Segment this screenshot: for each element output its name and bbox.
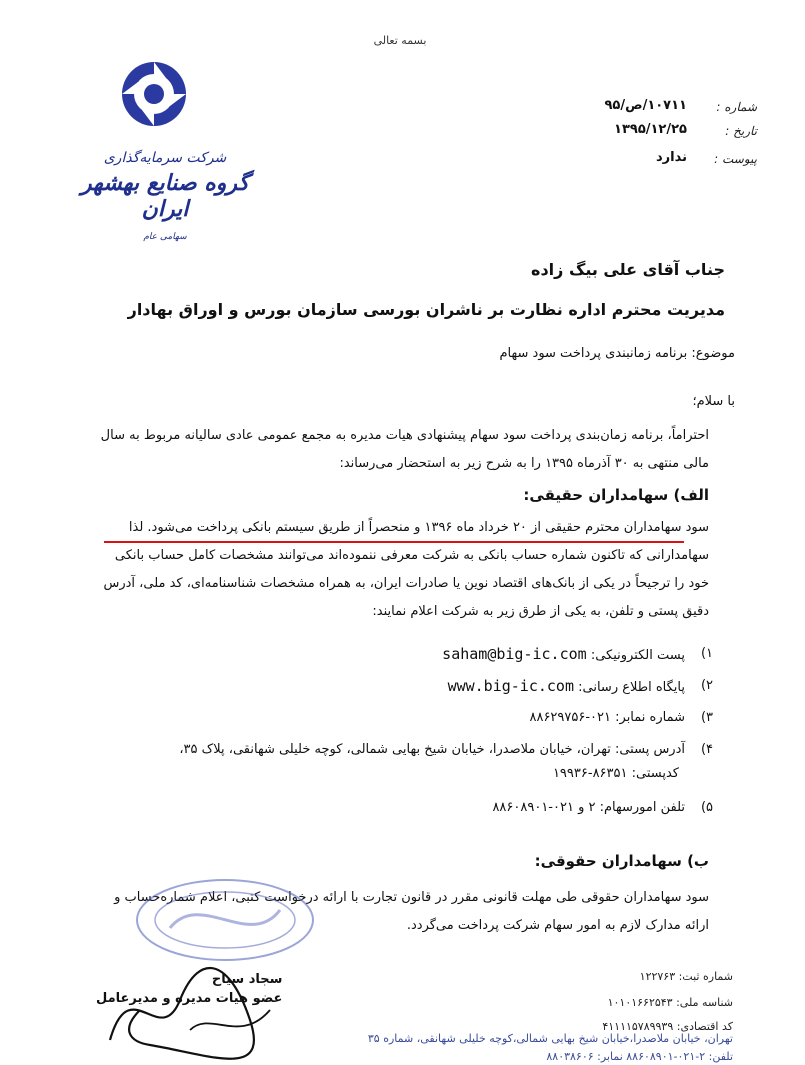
letter-attachment-row — [527, 150, 757, 174]
attachment-value: ندارد — [655, 150, 687, 165]
footer-registration: شماره ثبت: ۱۲۲۷۶۳ — [639, 970, 733, 983]
company-line3: سهامی عام — [143, 232, 187, 242]
contact-item-1 — [73, 642, 713, 668]
addressee-name: جناب آقای علی بیگ زاده — [531, 260, 725, 279]
date-value: ۱۳۹۵/۱۲/۲۵ — [614, 122, 687, 137]
footer-national-id: شناسه ملی: ۱۰۱۰۱۶۶۲۵۴۳ — [607, 996, 733, 1009]
number-value: ۱۰۷۱۱/ص/۹۵ — [604, 98, 687, 113]
signer-name: سجاد سیاح — [211, 972, 283, 987]
footer-phones: تلفن: ۲-۰۲۱-۸۸۶۰۸۹۰۱ نمابر: ۸۸۰۳۸۶۰۶ — [546, 1050, 733, 1063]
section-b-heading: ب) سهامداران حقوقی: — [534, 852, 709, 870]
contact-item-4 — [73, 738, 713, 790]
contact-label: پست الکترونیکی: — [590, 648, 685, 663]
number-label: شماره : — [716, 100, 757, 114]
footer-address: تهران، خیابان ملاصدرا،خیابان شیخ بهایی شمالی،کوچه خلیلی شهانقی، شماره ۳۵ — [367, 1032, 733, 1045]
subject-line: موضوع: برنامه زمانبندی پرداخت سود سهام — [499, 346, 735, 361]
section-b-body: سود سهامداران حقوقی طی مهلت قانونی مقرر در قانون تجارت با ارائه درخواست کتبی، اعلام شماره‌حساب و ارائه مدارک لازم به امور سهام شرکت پرداخت می‌گردد. — [114, 890, 709, 933]
company-line1: شرکت سرمایه‌گذاری — [103, 150, 227, 166]
email-link[interactable]: saham@big-ic.com — [442, 645, 587, 663]
footer-economic-code: کد اقتصادی: ۴۱۱۱۱۵۷۸۹۹۳۹ — [602, 1020, 733, 1033]
contact-label: پایگاه اطلاع رسانی: — [578, 680, 685, 695]
greeting: با سلام؛ — [692, 394, 735, 409]
postal-code: کدپستی: ۸۶۳۵۱-۱۹۹۳۶ — [552, 766, 679, 781]
intro-paragraph: احتراماً، برنامه زمان‌بندی پرداخت سود سهام پیشنهادی هیات مدیره به مجمع عمومی عادی سالیانه مربوط به سال مالی منتهی به ۳۰ آذرماه ۱۳۹۵ را به شرح زیر به استحضار می‌رساند: — [100, 428, 709, 471]
letter-number-row — [527, 98, 757, 122]
attachment-label: پیوست : — [714, 152, 757, 166]
contact-num: ۵) — [700, 800, 713, 815]
contact-label: شماره نمابر: — [615, 710, 685, 725]
red-underline — [104, 541, 684, 543]
date-label: تاریخ : — [725, 124, 757, 138]
website-link[interactable]: www.big-ic.com — [447, 677, 574, 695]
contact-num: ۲) — [700, 678, 713, 693]
company-name-block — [70, 150, 260, 242]
section-a-heading: الف) سهامداران حقیقی: — [523, 486, 709, 504]
contact-num: ۴) — [700, 742, 713, 757]
signer-position: عضو هیات مدیره و مدیرعامل — [96, 991, 283, 1006]
contact-item-3 — [73, 706, 713, 732]
contact-label: تلفن امورسهام: ۲ و ۰۲۱-۸۸۶۰۸۹۰۱ — [492, 800, 685, 815]
company-logo — [118, 58, 190, 130]
fax-value: ۰۲۱-۸۸۶۲۹۷۵۶ — [529, 710, 611, 725]
section-a-body: سود سهامداران محترم حقیقی از ۲۰ خرداد ماه ۱۳۹۶ و منحصراً از طریق سیستم بانکی پرداخت می‌شود. لذا سهامدارانی که تاکنون شماره حساب بانکی به شرکت معرفی ننموده‌اند می‌توانند مشخصات کامل حساب بانکی خود را ترجیحاً در یکی از بانک‌های اقتصاد نوین یا صادرات ایران، به همراه مشخصات شناسنامه‌ای، کد ملی، آدرس دقیق پستی و تلفن، به یکی از طرق زیر به شرکت اعلام نمایند: — [103, 520, 709, 619]
contact-num: ۱) — [700, 646, 713, 661]
signer-block — [96, 972, 282, 1010]
contact-label: آدرس پستی: تهران، خیابان ملاصدرا، خیابان شیخ بهایی شمالی، کوچه خلیلی شهانقی، پلاک ۳۵، — [179, 742, 685, 757]
bismillah: بسمه تعالی — [373, 34, 427, 47]
addressee-title: مدیریت محترم اداره نظارت بر ناشران بورسی سازمان بورس و اوراق بهادار — [127, 300, 725, 319]
contact-num: ۳) — [700, 710, 713, 725]
contact-item-5 — [73, 796, 713, 822]
letter-date-row — [527, 122, 757, 146]
company-line2: گروه صنایع بهشهر ایران — [80, 170, 250, 222]
contact-item-2 — [73, 674, 713, 700]
